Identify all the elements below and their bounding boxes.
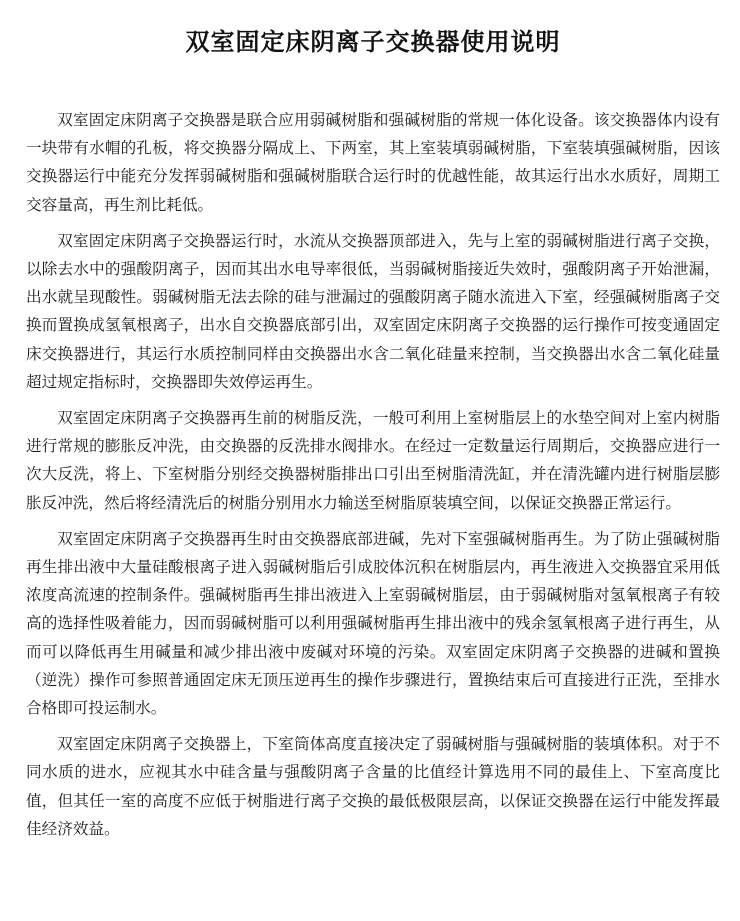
document-body bbox=[26, 106, 720, 843]
document-title: 双室固定床阴离子交换器使用说明 bbox=[185, 28, 561, 56]
paragraph-operation: 双室固定床阴离子交换器运行时，水流从交换器顶部进入，先与上室的弱碱树脂进行离子交换，以除去水中的强酸阴离子，因而其出水电导率很低，当弱碱树脂接近失效时，强酸阴离子开始泄漏，出水就呈现酸性。弱碱树脂无法去除的硅与泄漏过的强酸阴离子随水流进入下室，经强碱树脂离子交换而置换成氢氧根离子，出水自交换器底部引出，双室固定床阴离子交换器的运行操作可按变通固定床交换器进行，其运行水质控制同样由交换器出水含二氧化硅量来控制，当交换器出水含二氧化硅量超过规定指标时，交换器即失效停运再生。 bbox=[26, 231, 720, 391]
paragraph-chamber-height: 双室固定床阴离子交换器上，下室筒体高度直接决定了弱碱树脂与强碱树脂的装填体积。对于不同水质的进水，应视其水中硅含量与强酸阴离子含量的比值经计算选用不同的最佳上、下室高度比值，但其任一室的高度不应低于树脂进行离子交换的最低极限层高，以保证交换器在运行中能发挥最佳经济效益。 bbox=[26, 735, 720, 838]
paragraph-intro: 双室固定床阴离子交换器是联合应用弱碱树脂和强碱树脂的常规一体化设备。该交换器体内设有一块带有水帽的孔板，将交换器分隔成上、下两室，其上室装填弱碱树脂，下室装填强碱树脂，因该交换器运行中能充分发挥弱碱树脂和强碱树脂联合运行时的优越性能，故其运行出水水质好，周期工交容量高，再生剂比耗低。 bbox=[26, 111, 720, 214]
paragraph-regeneration: 双室固定床阴离子交换器再生时由交换器底部进碱，先对下室强碱树脂再生。为了防止强碱树脂再生排出液中大量硅酸根离子进入弱碱树脂后引成胶体沉积在树脂层内，再生液进入交换器宜采用低浓度高流速的控制条件。强碱树脂再生排出液进入上室弱碱树脂层，由于弱碱树脂对氢氧根离子有较高的选择性吸着能力，因而弱碱树脂可以利用强碱树脂再生排出液中的残余氢氧根离子进行再生，从而可以降低再生用碱量和减少排出液中废碱对环境的污染。双室固定床阴离子交换器的进碱和置换（逆洗）操作可参照普通固定床无顶压逆再生的操作步骤进行，置换结束后可直接进行正洗，至排水合格即可投运制水。 bbox=[26, 529, 720, 718]
paragraph-backwash: 双室固定床阴离子交换器再生前的树脂反洗，一般可利用上室树脂层上的水垫空间对上室内树脂进行常规的膨胀反冲洗，由交换器的反洗排水阀排水。在经过一定数量运行周期后，交换器应进行一次大反洗，将上、下室树脂分别经交换器树脂排出口引出至树脂清洗缸，并在清洗罐内进行树脂层膨胀反冲洗，然后将经清洗后的树脂分别用水力输送至树脂原装填空间，以保证交换器正常运行。 bbox=[26, 409, 720, 512]
